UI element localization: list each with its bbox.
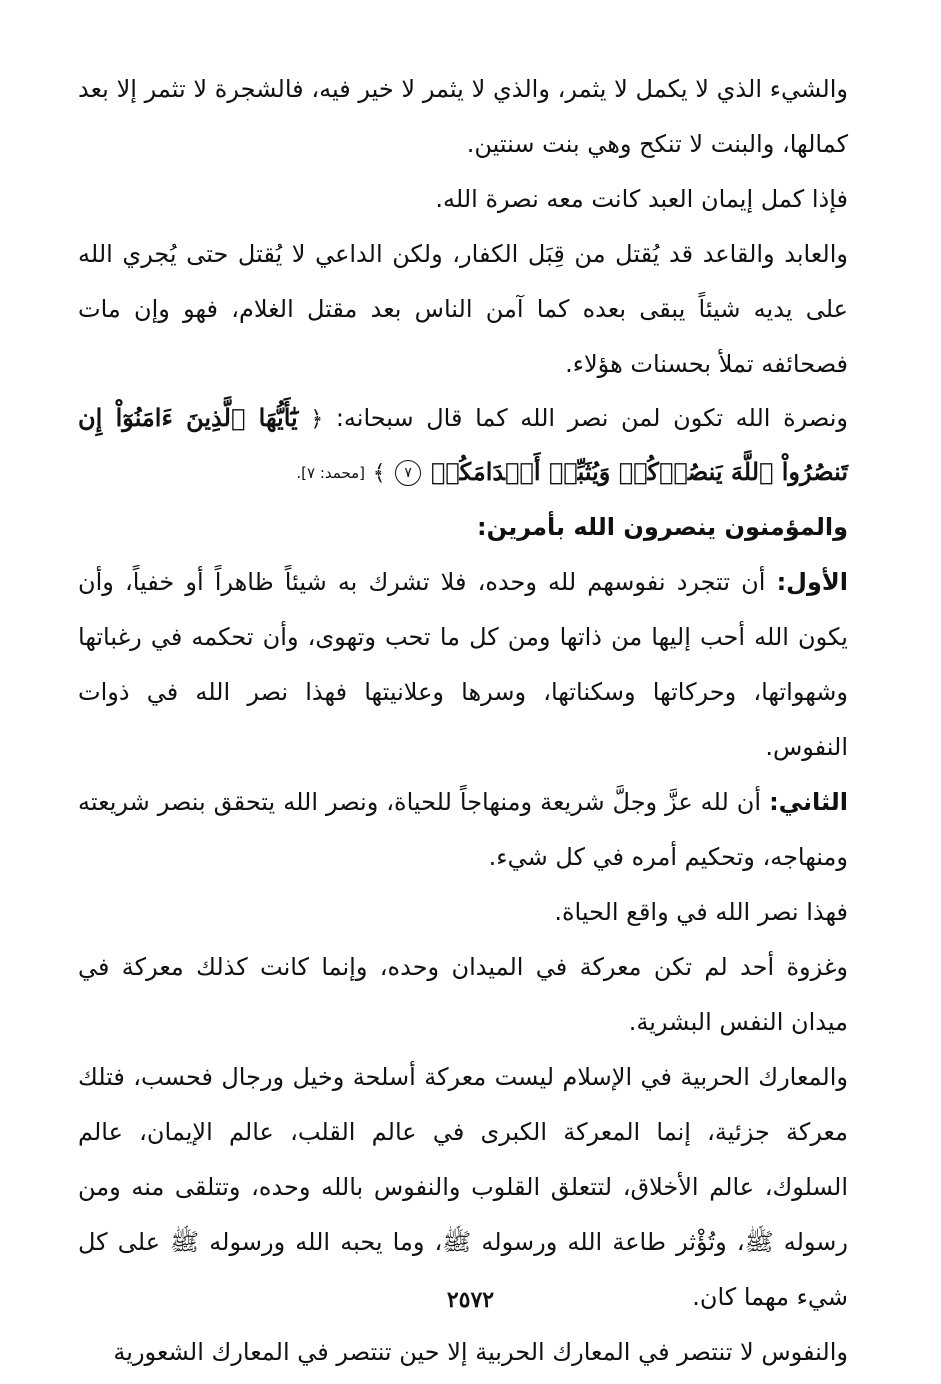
paragraph-two-ways: والمؤمنون ينصرون الله بأمرين: — [477, 513, 848, 541]
ayah-number: ٧ — [395, 460, 421, 486]
second-lead: الثاني: — [769, 788, 848, 816]
paragraph-life-victory: فهذا نصر الله في واقع الحياة. — [554, 898, 848, 926]
page-body — [78, 62, 848, 1380]
paragraph-quran-citation — [78, 392, 848, 500]
quran-close-bracket: ﴾ — [372, 461, 386, 486]
first-lead: الأول: — [776, 568, 848, 596]
paragraph-second — [78, 775, 848, 885]
second-body: أن لله عزَّ وجلَّ شريعة ومنهاجاً للحياة، ونصر الله يتحقق بنصر شريعته ومنهاجه، وتحكيم أمره في كل شيء. — [78, 788, 848, 871]
quran-verse: يَٰٓأَيُّهَا ٱلَّذِينَ ءَامَنُوٓاْ إِن تَنصُرُواْ ٱللَّهَ يَنصُرۡكُمۡ وَيُثَبِّتۡ أَقۡدَامَكُمۡ — [78, 403, 848, 486]
quran-reference: [محمد: ٧]. — [296, 464, 366, 482]
quran-intro: ونصرة الله تكون لمن نصر الله كما قال سبحانه: — [335, 404, 848, 432]
paragraph-battles: والمعارك الحربية في الإسلام ليست معركة أسلحة وخيل ورجال فحسب، فتلك معركة جزئية، إنما المعركة الكبرى في عالم القلب، عالم الإيمان، عالم السلوك، عالم الأخلاق، لتتعلق القلوب والنفوس بالله وحده، وتتلقى منه ومن رسوله ﷺ، وتُؤْثر طاعة الله ورسوله ﷺ، وما يحبه الله ورسوله ﷺ على كل شيء مهما كان. — [78, 1063, 848, 1311]
paragraph-caller: والعابد والقاعد قد يُقتل من قِبَل الكفار، ولكن الداعي لا يُقتل حتى يُجري الله على يديه شيئاً يبقى بعده كما آمن الناس بعد مقتل الغلام، فهو وإن مات فصحائفه تملأ بحسنات هؤلاء. — [78, 240, 848, 378]
paragraph-faith-victory: فإذا كمل إيمان العبد كانت معه نصرة الله. — [435, 185, 848, 213]
paragraph-uhud: وغزوة أحد لم تكن معركة في الميدان وحده، وإنما كانت كذلك معركة في ميدان النفس البشرية. — [78, 953, 848, 1036]
paragraph-fruit: والشيء الذي لا يكمل لا يثمر، والذي لا يثمر لا خير فيه، فالشجرة لا تثمر إلا بعد كمالها، والبنت لا تنكح وهي بنت سنتين. — [78, 75, 848, 158]
page-number: ٢٥٧٢ — [446, 1287, 495, 1313]
paragraph-first — [78, 555, 848, 775]
paragraph-souls: والنفوس لا تنتصر في المعارك الحربية إلا حين تنتصر في المعارك الشعورية — [113, 1338, 848, 1366]
first-body: أن تتجرد نفوسهم لله وحده، فلا تشرك به شيئاً ظاهراً أو خفياً، وأن يكون الله أحب إليها من ذاتها ومن كل ما تحب وتهوى، وأن تحكمه في رغباتها وشهواتها، وحركاتها وسكناتها، وسرها وعلانيتها فهذا نصر الله في ذوات النفوس. — [78, 568, 848, 761]
quran-open-bracket: ﴿ — [310, 407, 324, 432]
